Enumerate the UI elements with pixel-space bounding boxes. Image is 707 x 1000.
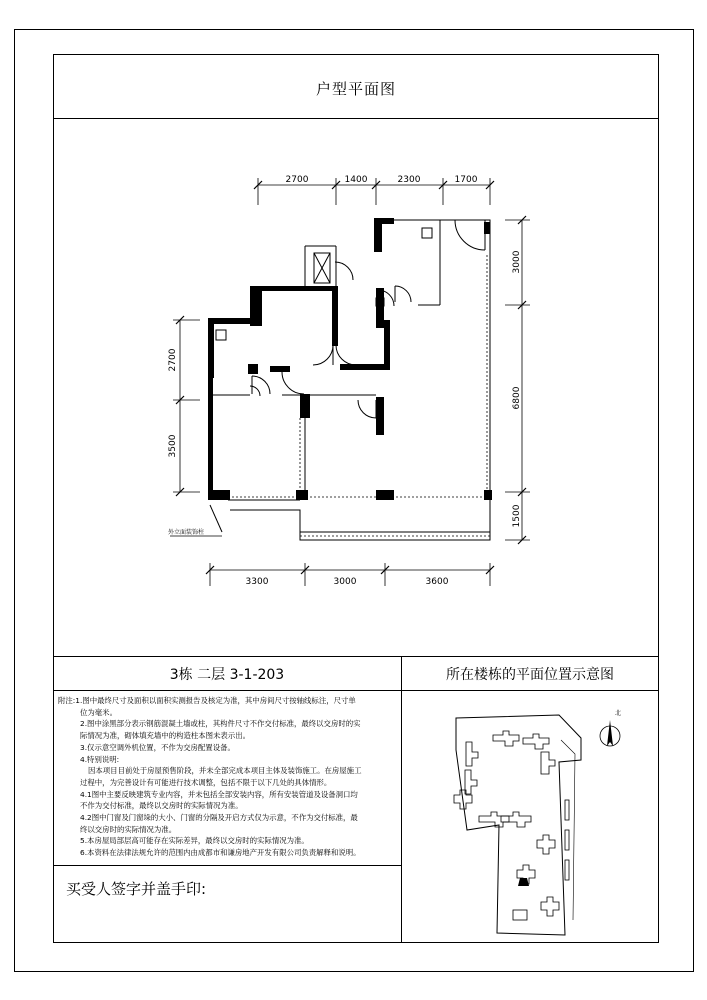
dim-right-2: 6800 — [512, 386, 522, 410]
site-map — [401, 690, 659, 943]
note-line: 5.本房屋局部层高可能存在实际差异，最终以交房时的实际情况为准。 — [80, 836, 309, 846]
note-line: 3.仅示意空调外机位置，不作为交房配置设备。 — [80, 742, 235, 752]
dim-top-2: 1400 — [344, 175, 368, 185]
dim-top-3: 2300 — [397, 175, 421, 185]
facade-note: 外立面装饰柱 — [168, 529, 205, 536]
note-line: 终以交房时的实际情况为准。 — [80, 824, 177, 834]
note-line: 4.1图中主要反映建筑专业内容，并未包括全部安装内容，所有安装管道及设备洞口均 — [80, 789, 358, 799]
dim-top-4: 1700 — [454, 175, 478, 185]
dim-left-2: 3500 — [168, 434, 178, 458]
dim-right-1: 3000 — [512, 250, 522, 274]
dim-bottom-3: 3600 — [425, 577, 449, 587]
signature-label: 买受人签字并盖手印: — [66, 880, 207, 898]
dim-bottom-2: 3000 — [333, 577, 357, 587]
note-line: 位为毫米。 — [80, 707, 117, 717]
dim-bottom-1: 3300 — [245, 577, 269, 587]
north-label: 北 — [615, 710, 622, 717]
dim-right-3: 1500 — [512, 504, 522, 528]
note-line: 4.2图中门窗及门窗垛的大小、门窗的分隔及开启方式仅为示意，不作为交付标准，最 — [80, 813, 358, 823]
page-title: 户型平面图 — [315, 80, 396, 98]
note-line: 过程中，为完善设计有可能进行技术调整，包括不限于以下几处的具体情形。 — [80, 777, 332, 787]
notes-divider — [53, 865, 401, 866]
note-line: 6.本资料在法律法规允许的范围内由成都市和谦房地产开发有限公司负责解释和说明。 — [80, 848, 361, 858]
notes-block — [58, 695, 398, 859]
dim-left-1: 2700 — [168, 348, 178, 372]
note-line: 附注:1.图中最终尺寸及面积以面积实测报告及核定为准，其中房间尺寸按轴线标注，尺寸单 — [58, 696, 356, 705]
location-label: 所在楼栋的平面位置示意图 — [446, 667, 614, 683]
dim-top-1: 2700 — [285, 175, 309, 185]
note-line: 因本项目目前处于房屋预售阶段，并未全部完成本项目主体及装饰施工。在房屋施工 — [88, 766, 362, 776]
note-line: 际情况为准，砌体填充墙中的构造柱本图未表示出。 — [80, 731, 250, 741]
note-line: 不作为交付标准，最终以交房时的实际情况为准。 — [80, 801, 243, 811]
unit-label: 3栋 二层 3-1-203 — [169, 667, 285, 683]
note-line: 2.图中涂黑部分表示钢筋混凝土墙或柱，其构件尺寸不作交付标准，最终以交房时的实 — [80, 719, 361, 729]
note-line: 4.特别说明: — [80, 754, 120, 764]
